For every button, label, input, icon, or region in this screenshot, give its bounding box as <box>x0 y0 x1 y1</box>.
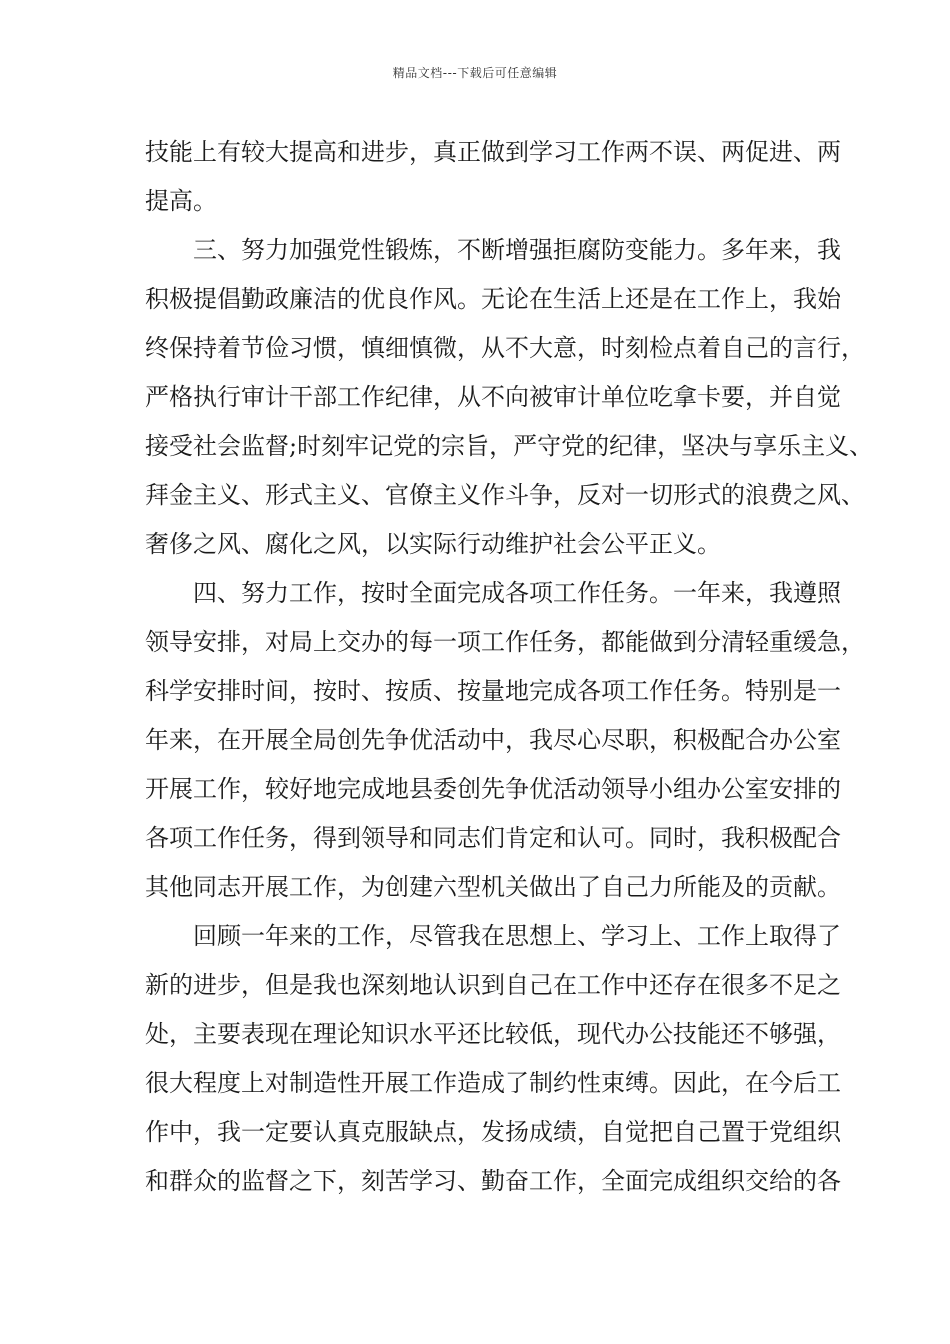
text-line-9: 奢侈之风、腐化之风，以实际行动维护社会公平正义。 <box>145 530 721 558</box>
paragraph-start-review: 回顾一年来的工作，尽管我在思想上、学习上、工作上取得了 <box>193 922 841 950</box>
text-line-7: 接受社会监督;时刻牢记党的宗旨，严守党的纪律，坚决与享乐主义、 <box>145 432 874 460</box>
text-line-6: 严格执行审计干部工作纪律，从不向被审计单位吃拿卡要，并自觉 <box>145 383 841 411</box>
text-line-18: 新的进步，但是我也深刻地认识到自己在工作中还存在很多不足之 <box>145 971 841 999</box>
text-line-11: 领导安排，对局上交办的每一项工作任务，都能做到分清轻重缓急， <box>145 628 865 656</box>
text-line-8: 拜金主义、形式主义、官僚主义作斗争，反对一切形式的浪费之风、 <box>145 481 865 509</box>
text-line-4: 积极提倡勤政廉洁的优良作风。无论在生活上还是在工作上，我始 <box>145 285 841 313</box>
paragraph-start-four: 四、努力工作，按时全面完成各项工作任务。一年来，我遵照 <box>193 579 841 607</box>
text-line-2: 提高。 <box>145 187 217 215</box>
text-line-12: 科学安排时间，按时、按质、按量地完成各项工作任务。特别是一 <box>145 677 841 705</box>
text-line-13: 年来，在开展全局创先争优活动中，我尽心尽职，积极配合办公室 <box>145 726 841 754</box>
text-line-1: 技能上有较大提高和进步，真正做到学习工作两不误、两促进、两 <box>145 138 841 166</box>
text-line-16: 其他同志开展工作，为创建六型机关做出了自己力所能及的贡献。 <box>145 873 841 901</box>
text-line-20: 很大程度上对制造性开展工作造成了制约性束缚。因此，在今后工 <box>145 1069 841 1097</box>
text-line-21: 作中，我一定要认真克服缺点，发扬成绩，自觉把自己置于党组织 <box>145 1118 841 1146</box>
text-line-14: 开展工作，较好地完成地县委创先争优活动领导小组办公室安排的 <box>145 775 841 803</box>
text-line-15: 各项工作任务，得到领导和同志们肯定和认可。同时，我积极配合 <box>145 824 841 852</box>
text-line-19: 处，主要表现在理论知识水平还比较低，现代办公技能还不够强， <box>145 1020 841 1048</box>
text-line-22: 和群众的监督之下，刻苦学习、勤奋工作，全面完成组织交给的各 <box>145 1167 841 1195</box>
document-body <box>145 132 874 1210</box>
paragraph-start-three: 三、努力加强党性锻炼，不断增强拒腐防变能力。多年来，我 <box>193 236 841 264</box>
text-line-5: 终保持着节俭习惯，慎细慎微，从不大意，时刻检点着自己的言行， <box>145 334 865 362</box>
page-header: 精品文档---下载后可任意编辑 <box>392 66 558 80</box>
